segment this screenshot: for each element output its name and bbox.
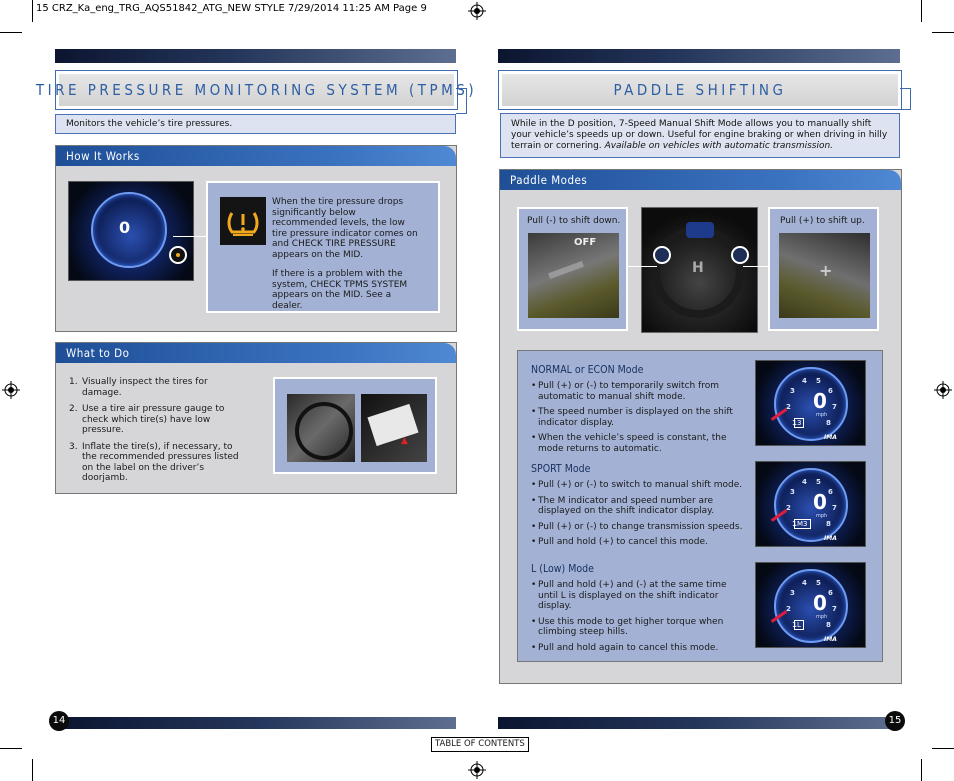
- step-number: 2.: [69, 404, 78, 414]
- step-text: Use a tire air pressure gauge to check which tire(s) have low pressure.: [82, 404, 225, 435]
- gauge-number: 4: [802, 478, 807, 486]
- tire-photos-box: [273, 377, 437, 474]
- shift-indicator-gauge-image: [755, 562, 866, 648]
- title-bracket: [456, 88, 467, 114]
- crop-mark: [0, 32, 22, 33]
- left-description: Monitors the vehicle’s tire pressures.: [55, 114, 456, 134]
- gauge-number: 8: [826, 621, 831, 629]
- mode-sport: [531, 463, 749, 553]
- left-title-box: [35, 70, 478, 110]
- page-number: 14: [49, 711, 69, 731]
- speed-unit: mph: [816, 412, 828, 418]
- registration-mark-icon: [934, 381, 952, 399]
- crop-mark: [32, 0, 33, 22]
- mode-bullet: • Use this mode to get higher torque when climbing steep hills.: [531, 617, 749, 638]
- highlight-circle-icon: [169, 246, 187, 264]
- mode-bullet: • Pull and hold (+) and (-) at the same time until L is displayed on the shift indicator display.: [531, 580, 749, 612]
- callout-line: [173, 236, 207, 237]
- step-text: Visually inspect the tires for damage.: [82, 377, 208, 398]
- tpms-warning-icon: [220, 197, 266, 245]
- speed-digit: 0: [813, 591, 827, 615]
- tire-label-icon: [367, 404, 418, 446]
- ima-label: IMA: [824, 535, 837, 542]
- door-label-photo: [361, 394, 427, 462]
- what-to-do-heading: What to Do: [56, 343, 456, 363]
- gauge-number: 6: [828, 488, 833, 496]
- callout-line: [743, 266, 768, 267]
- gauge-number: 5: [816, 579, 821, 587]
- step-item: [69, 404, 247, 436]
- how-it-works-para2: If there is a problem with the system, CHECK TPMS SYSTEM appears on the MID. See a dealer.: [272, 269, 408, 311]
- mode-normal-econ: [531, 364, 749, 459]
- gear-indicator: L: [794, 620, 804, 630]
- step-item: [69, 377, 247, 398]
- what-to-do-steps: [69, 377, 247, 484]
- mode-bullet: • Pull and hold again to cancel this mode.: [531, 643, 749, 654]
- mode-bullet: • The speed number is displayed on the shift indicator display.: [531, 407, 749, 428]
- mode-bullet: • Pull (+) or (-) to change transmission speeds.: [531, 522, 749, 533]
- mode-heading: NORMAL or ECON Mode: [531, 364, 644, 376]
- mode-bullet: • Pull (+) or (-) to temporarily switch from automatic to manual shift mode.: [531, 381, 749, 402]
- page-title: TIRE PRESSURE MONITORING SYSTEM (TPMS): [35, 81, 478, 99]
- table-of-contents-link[interactable]: TABLE OF CONTENTS: [431, 737, 529, 752]
- speed-unit: mph: [816, 614, 828, 620]
- tpms-info-box: [206, 181, 440, 313]
- gauge-number: 3: [790, 589, 795, 597]
- speed-digit: 0: [813, 490, 827, 514]
- shift-indicator-gauge-image: [755, 360, 866, 446]
- steering-wheel-photo: [641, 207, 758, 333]
- pull-up-label: Pull (+) to shift up.: [780, 216, 865, 226]
- gauge-number: 8: [826, 520, 831, 528]
- right-footer-bar: [498, 717, 896, 729]
- tire-gauge-photo: [287, 394, 355, 462]
- gauge-number: 2: [786, 403, 791, 411]
- pull-up-box: [768, 207, 879, 331]
- honda-logo-icon: H: [692, 260, 704, 276]
- gauge-number: 7: [832, 605, 837, 613]
- ima-label: IMA: [824, 434, 837, 441]
- speed-digit: 0: [813, 389, 827, 413]
- paddle-plus-photo: [779, 233, 870, 318]
- right-paddle-marker-icon: [731, 246, 749, 264]
- gauge-number: 1: [792, 520, 797, 528]
- mode-heading: SPORT Mode: [531, 463, 591, 475]
- how-it-works-para1: When the tire pressure drops significantly below recommended levels, the low tire pressure indicator comes on and CHECK TIRE PRESSURE appears on the MID.: [272, 197, 418, 260]
- mode-bullet: • The M indicator and speed number are displayed on the shift indicator display.: [531, 496, 749, 517]
- registration-mark-icon: [468, 761, 486, 779]
- tpms-indicator-image: [220, 197, 266, 245]
- paddle-modes-heading: Paddle Modes: [500, 170, 901, 190]
- page-title: PADDLE SHIFTING: [613, 81, 787, 99]
- minus-icon: [548, 261, 584, 279]
- gauge-number: 7: [832, 504, 837, 512]
- description-text: While in the D position, 7-Speed Manual Shift Mode allows you to manually shift your vehicle’s speeds up or down. Useful for engine braking or when driving in hilly terrain or cornering.: [511, 119, 888, 151]
- gauge-number: 6: [828, 589, 833, 597]
- left-paddle-marker-icon: [653, 246, 671, 264]
- mode-heading: L (Low) Mode: [531, 563, 594, 575]
- gauge-number: 5: [816, 377, 821, 385]
- pull-down-box: [517, 207, 628, 331]
- paddle-minus-photo: [528, 233, 619, 318]
- gauge-number: 2: [786, 504, 791, 512]
- right-description: [500, 113, 900, 158]
- step-item: [69, 442, 247, 484]
- mode-low: [531, 563, 749, 658]
- left-footer-bar: [58, 717, 456, 729]
- mode-bullet: • When the vehicle’s speed is constant, the mode returns to automatic.: [531, 433, 749, 454]
- gauge-number: 6: [828, 387, 833, 395]
- callout-line: [627, 266, 657, 267]
- right-top-bar: [498, 49, 900, 63]
- print-header: 15 CRZ_Ka_eng_TRG_AQS51842_ATG_NEW STYLE 7/29/2014 11:25 AM Page 9: [36, 3, 427, 14]
- pull-down-label: Pull (-) to shift down.: [527, 216, 621, 226]
- speed-unit: mph: [816, 513, 828, 519]
- gauge-number: 7: [832, 403, 837, 411]
- instrument-cluster-image: [68, 181, 194, 281]
- page-number: 15: [885, 711, 905, 731]
- mode-bullet: • Pull and hold (+) to cancel this mode.: [531, 537, 749, 548]
- gear-indicator: M3: [794, 519, 811, 529]
- step-number: 1.: [69, 377, 78, 387]
- gauge-number: 1: [792, 419, 797, 427]
- shift-indicator-gauge-image: [755, 461, 866, 547]
- crop-mark: [921, 0, 922, 22]
- registration-mark-icon: [468, 2, 486, 20]
- how-it-works-heading: How It Works: [56, 146, 456, 166]
- plus-icon: +: [819, 261, 833, 280]
- crop-mark: [921, 759, 922, 781]
- gear-indicator: 3: [794, 418, 804, 428]
- gauge-number: 1: [792, 621, 797, 629]
- crop-mark: [32, 759, 33, 781]
- tire-icon: [295, 402, 353, 460]
- mode-bullet: • Pull (+) or (-) to switch to manual shift mode.: [531, 480, 749, 491]
- gauge-number: 3: [790, 387, 795, 395]
- right-title-box: [498, 70, 902, 110]
- left-top-bar: [55, 49, 456, 63]
- gauge-number: 4: [802, 579, 807, 587]
- off-button-label: OFF: [574, 237, 597, 248]
- gauge-number: 8: [826, 419, 831, 427]
- gauge-number: 2: [786, 605, 791, 613]
- crop-mark: [0, 748, 22, 749]
- speed-digit: 0: [119, 218, 131, 237]
- crop-mark: [932, 32, 954, 33]
- registration-mark-icon: [2, 381, 20, 399]
- step-number: 3.: [69, 441, 78, 452]
- gauge-number: 3: [790, 488, 795, 496]
- cluster-display: [686, 222, 714, 238]
- gauge-number: 5: [816, 478, 821, 486]
- ima-label: IMA: [824, 636, 837, 643]
- crop-mark: [932, 748, 954, 749]
- gauge-number: 4: [802, 377, 807, 385]
- title-bracket: [900, 88, 911, 110]
- arrow-icon: ▲: [401, 436, 408, 446]
- step-text: Inflate the tire(s), if necessary, to the recommended pressures listed on the label on the driver’s doorjamb.: [82, 441, 239, 483]
- description-note: Available on vehicles with automatic transmission.: [604, 141, 834, 151]
